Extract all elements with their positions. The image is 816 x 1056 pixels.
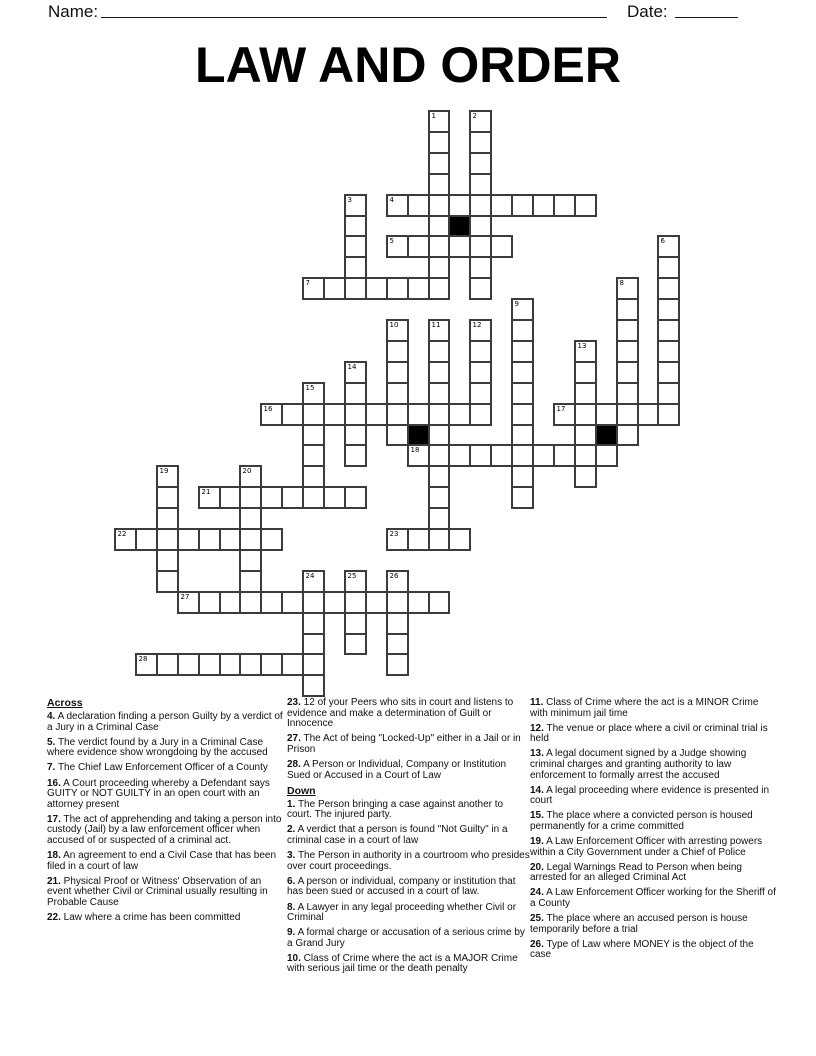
- clue-number: 24.: [530, 887, 544, 899]
- grid-cell[interactable]: [553, 194, 576, 217]
- grid-cell[interactable]: [469, 194, 492, 217]
- clue-number: 13.: [530, 748, 544, 760]
- grid-cell[interactable]: [616, 319, 639, 342]
- grid-cell[interactable]: [574, 340, 597, 363]
- grid-cell[interactable]: [407, 444, 430, 467]
- grid-cell[interactable]: [511, 486, 534, 509]
- grid-cell[interactable]: [657, 298, 680, 321]
- clue-number: 10.: [287, 952, 301, 964]
- grid-cell[interactable]: [490, 444, 513, 467]
- grid-cell[interactable]: [511, 465, 534, 488]
- grid-cell[interactable]: [344, 612, 367, 635]
- grid-cell[interactable]: [616, 424, 639, 446]
- grid-cell[interactable]: [616, 298, 639, 321]
- grid-cell[interactable]: [407, 403, 430, 426]
- grid-cell[interactable]: [532, 444, 555, 467]
- grid-cell[interactable]: [428, 403, 450, 426]
- grid-cell[interactable]: [323, 277, 346, 300]
- clue-1: 1. The Person bringing a case against another to court. The injured party.: [287, 798, 504, 821]
- grid-cell[interactable]: [344, 235, 367, 258]
- cell-number: 12: [472, 321, 482, 329]
- clue-number: 26.: [530, 938, 544, 950]
- grid-cell[interactable]: [553, 403, 576, 426]
- cell-number: 27: [180, 593, 190, 601]
- grid-cell[interactable]: [448, 194, 471, 217]
- cell-number: 24: [305, 572, 315, 580]
- grid-cell[interactable]: [239, 549, 262, 572]
- clue-number: 7.: [47, 762, 56, 774]
- grid-cell[interactable]: [386, 235, 409, 258]
- grid-cell[interactable]: [428, 507, 450, 530]
- grid-cell[interactable]: [657, 382, 680, 405]
- grid-cell[interactable]: [657, 256, 680, 279]
- grid-cell[interactable]: [302, 674, 325, 697]
- cell-number: 22: [117, 530, 127, 538]
- grid-cell[interactable]: [239, 465, 262, 488]
- clue-number: 14.: [530, 784, 544, 796]
- clue-5: 5. The verdict found by a Jury in a Criminal Case where evidence show wrongdoing by the accused: [47, 736, 268, 759]
- grid-cell[interactable]: [323, 403, 346, 426]
- grid-cell[interactable]: [469, 277, 492, 300]
- cell-number: 17: [556, 405, 566, 413]
- grid-cell[interactable]: [511, 382, 534, 405]
- grid-cell[interactable]: [323, 486, 346, 509]
- grid-cell[interactable]: [365, 403, 388, 426]
- grid-cell[interactable]: [198, 653, 221, 676]
- grid-cell[interactable]: [156, 465, 179, 488]
- grid-cell[interactable]: [156, 486, 179, 509]
- clue-13: 13. A legal document signed by a Judge showing criminal charges and granting authority to law enforcement to formally arrest the accused: [530, 748, 747, 781]
- grid-cell[interactable]: [344, 633, 367, 655]
- grid-cell[interactable]: [386, 424, 409, 446]
- grid-cell[interactable]: [386, 382, 409, 405]
- blocked-cell: [595, 424, 618, 446]
- clue-number: 20.: [530, 861, 544, 873]
- clue-number: 4.: [47, 711, 56, 723]
- clue-21: 21. Physical Proof or Witness' Observation of an event whether Civil or Criminal usually resulting in Probable Cause: [47, 875, 268, 908]
- grid-cell[interactable]: [302, 591, 325, 614]
- grid-cell[interactable]: [657, 361, 680, 384]
- grid-cell[interactable]: [428, 465, 450, 488]
- grid-cell[interactable]: [574, 465, 597, 488]
- blocked-cell: [448, 215, 471, 237]
- grid-cell[interactable]: [177, 528, 200, 551]
- grid-cell[interactable]: [490, 194, 513, 217]
- grid-cell[interactable]: [428, 235, 450, 258]
- clue-18: 18. An agreement to end a Civil Case that has been filed in a court of law: [47, 850, 277, 872]
- grid-cell[interactable]: [428, 340, 450, 363]
- clue-27: 27. The Act of being "Locked-Up" either in a Jail or in Prison: [287, 733, 521, 755]
- grid-cell[interactable]: [428, 110, 450, 133]
- grid-cell[interactable]: [386, 361, 409, 384]
- cell-number: 20: [242, 467, 252, 475]
- grid-cell[interactable]: [469, 235, 492, 258]
- grid-cell[interactable]: [344, 194, 367, 217]
- clue-number: 3.: [287, 850, 296, 862]
- grid-cell[interactable]: [156, 528, 179, 551]
- grid-cell[interactable]: [302, 653, 325, 676]
- cell-number: 19: [159, 467, 169, 475]
- cell-number: 7: [305, 279, 310, 287]
- clue-24: 24. A Law Enforcement Officer working for the Sheriff of a County: [530, 887, 776, 909]
- grid-cell[interactable]: [323, 591, 346, 614]
- grid-cell[interactable]: [428, 194, 450, 217]
- clue-14: 14. A legal proceeding where evidence is presented in court: [530, 784, 770, 807]
- cell-number: 14: [347, 363, 357, 371]
- grid-cell[interactable]: [365, 591, 388, 614]
- grid-cell[interactable]: [574, 444, 597, 467]
- cell-number: 6: [660, 237, 665, 245]
- grid-cell[interactable]: [135, 653, 158, 676]
- grid-cell[interactable]: [448, 444, 471, 467]
- clue-9: 9. A formal charge or accusation of a serious crime by a Grand Jury: [287, 927, 525, 949]
- grid-cell[interactable]: [177, 653, 200, 676]
- clue-6: 6. A person or individual, company or institution that has been sued or accused in a court of law.: [287, 875, 516, 898]
- grid-cell[interactable]: [344, 361, 367, 384]
- grid-cell[interactable]: [428, 424, 450, 446]
- grid-cell[interactable]: [511, 298, 534, 321]
- grid-cell[interactable]: [511, 194, 534, 217]
- grid-cell[interactable]: [219, 591, 241, 614]
- grid-cell[interactable]: [177, 591, 200, 614]
- grid-cell[interactable]: [156, 507, 179, 530]
- clue-10: 10. Class of Crime where the act is a MAJOR Crime with serious jail time or the death penalty: [287, 952, 518, 975]
- grid-cell[interactable]: [302, 277, 325, 300]
- grid-cell[interactable]: [344, 424, 367, 446]
- clue-column-left: [47, 698, 287, 928]
- grid-cell[interactable]: [302, 570, 325, 593]
- grid-cell[interactable]: [198, 486, 221, 509]
- grid-cell[interactable]: [344, 215, 367, 237]
- grid-cell[interactable]: [595, 403, 618, 426]
- cell-number: 18: [410, 446, 420, 454]
- grid-cell[interactable]: [469, 382, 492, 405]
- grid-cell[interactable]: [616, 277, 639, 300]
- grid-cell[interactable]: [407, 528, 430, 551]
- grid-cell[interactable]: [386, 194, 409, 217]
- cell-number: 25: [347, 572, 357, 580]
- clue-number: 1.: [287, 798, 296, 810]
- grid-cell[interactable]: [657, 277, 680, 300]
- grid-cell[interactable]: [260, 528, 283, 551]
- grid-cell[interactable]: [469, 256, 492, 279]
- grid-cell[interactable]: [135, 528, 158, 551]
- grid-cell[interactable]: [428, 444, 450, 467]
- clue-20: 20. Legal Warnings Read to Person when being arrested for an alleged Criminal Act: [530, 861, 742, 884]
- grid-cell[interactable]: [448, 528, 471, 551]
- grid-cell[interactable]: [574, 424, 597, 446]
- grid-cell[interactable]: [365, 277, 388, 300]
- grid-cell[interactable]: [616, 403, 639, 426]
- grid-cell[interactable]: [490, 235, 513, 258]
- grid-cell[interactable]: [407, 235, 430, 258]
- clue-number: 2.: [287, 824, 296, 836]
- blocked-cell: [407, 424, 430, 446]
- cell-number: 10: [389, 321, 399, 329]
- grid-cell[interactable]: [574, 194, 597, 217]
- cell-number: 16: [263, 405, 273, 413]
- grid-cell[interactable]: [428, 215, 450, 237]
- grid-cell[interactable]: [657, 340, 680, 363]
- grid-cell[interactable]: [344, 444, 367, 467]
- clue-15: 15. The place where a convicted person is housed permanently for a crime committed: [530, 810, 753, 832]
- grid-cell[interactable]: [511, 361, 534, 384]
- grid-cell[interactable]: [574, 403, 597, 426]
- grid-cell[interactable]: [511, 340, 534, 363]
- grid-cell[interactable]: [574, 382, 597, 405]
- grid-cell[interactable]: [302, 403, 325, 426]
- grid-cell[interactable]: [469, 319, 492, 342]
- grid-cell[interactable]: [469, 173, 492, 196]
- clue-number: 8.: [287, 901, 296, 913]
- grid-cell[interactable]: [219, 653, 241, 676]
- cell-number: 15: [305, 384, 315, 392]
- grid-cell[interactable]: [302, 612, 325, 635]
- clue-number: 11.: [530, 697, 544, 708]
- grid-cell[interactable]: [260, 591, 283, 614]
- grid-cell[interactable]: [302, 465, 325, 488]
- grid-cell[interactable]: [448, 235, 471, 258]
- clue-number: 16.: [47, 777, 61, 789]
- clue-number: 25.: [530, 913, 544, 925]
- grid-cell[interactable]: [511, 319, 534, 342]
- clue-26: 26. Type of Law where MONEY is the object of the case: [530, 938, 754, 961]
- grid-cell[interactable]: [511, 424, 534, 446]
- grid-cell[interactable]: [281, 403, 304, 426]
- grid-cell[interactable]: [428, 486, 450, 509]
- grid-cell[interactable]: [428, 361, 450, 384]
- grid-cell[interactable]: [386, 570, 409, 593]
- grid-cell[interactable]: [595, 444, 618, 467]
- grid-cell[interactable]: [574, 361, 597, 384]
- grid-cell[interactable]: [428, 382, 450, 405]
- name-label: Name:: [48, 2, 99, 21]
- grid-cell[interactable]: [156, 549, 179, 572]
- grid-cell[interactable]: [428, 319, 450, 342]
- grid-cell[interactable]: [239, 570, 262, 593]
- grid-cell[interactable]: [511, 444, 534, 467]
- grid-cell[interactable]: [344, 591, 367, 614]
- cell-number: 3: [347, 196, 352, 204]
- grid-cell[interactable]: [344, 486, 367, 509]
- clue-number: 27.: [287, 733, 301, 745]
- clue-12: 12. The venue or place where a civil or criminal trial is held: [530, 722, 768, 745]
- grid-cell[interactable]: [114, 528, 137, 551]
- grid-cell[interactable]: [428, 256, 450, 279]
- clue-number: 28.: [287, 758, 301, 770]
- grid-cell[interactable]: [469, 110, 492, 133]
- cell-number: 4: [389, 196, 394, 204]
- cell-number: 26: [389, 572, 399, 580]
- grid-cell[interactable]: [616, 382, 639, 405]
- grid-cell[interactable]: [469, 361, 492, 384]
- clue-number: 9.: [287, 927, 296, 939]
- grid-cell[interactable]: [469, 152, 492, 175]
- grid-cell[interactable]: [386, 653, 409, 676]
- grid-cell[interactable]: [532, 194, 555, 217]
- grid-cell[interactable]: [469, 215, 492, 237]
- clue-8: 8. A Lawyer in any legal proceeding whether Civil or Criminal: [287, 901, 517, 924]
- grid-cell[interactable]: [260, 486, 283, 509]
- grid-cell[interactable]: [657, 235, 680, 258]
- clue-column-middle: [287, 698, 530, 980]
- clue-section-header-down: Down: [287, 784, 316, 797]
- grid-cell[interactable]: [239, 591, 262, 614]
- grid-cell[interactable]: [469, 444, 492, 467]
- cell-number: 21: [201, 488, 211, 496]
- grid-cell[interactable]: [386, 612, 409, 635]
- grid-cell[interactable]: [302, 382, 325, 405]
- grid-cell[interactable]: [219, 528, 241, 551]
- clue-number: 23.: [287, 697, 301, 708]
- cell-number: 5: [389, 237, 394, 245]
- date-label: Date:: [627, 2, 668, 21]
- grid-cell[interactable]: [386, 319, 409, 342]
- clue-4: 4. A declaration finding a person Guilty by a verdict of a Jury in a Criminal Case: [47, 711, 283, 733]
- cell-number: 11: [431, 321, 441, 329]
- grid-cell[interactable]: [344, 277, 367, 300]
- grid-cell[interactable]: [428, 528, 450, 551]
- grid-cell[interactable]: [239, 507, 262, 530]
- clue-16: 16. A Court proceeding whereby a Defendant says GUITY or NOT GUILTY in an open court with an attorney present: [47, 777, 270, 810]
- grid-cell[interactable]: [511, 403, 534, 426]
- grid-cell[interactable]: [469, 403, 492, 426]
- grid-cell[interactable]: [407, 591, 430, 614]
- grid-cell[interactable]: [616, 361, 639, 384]
- grid-cell[interactable]: [302, 633, 325, 655]
- grid-cell[interactable]: [281, 653, 304, 676]
- grid-cell[interactable]: [407, 277, 430, 300]
- cell-number: 1: [431, 112, 436, 120]
- grid-cell[interactable]: [407, 194, 430, 217]
- grid-cell[interactable]: [260, 653, 283, 676]
- grid-cell[interactable]: [344, 382, 367, 405]
- cell-number: 23: [389, 530, 399, 538]
- clue-25: 25. The place where an accused person is house temporarily before a trial: [530, 913, 748, 935]
- clue-28: 28. A Person or Individual, Company or Institution Sued or Accused in a Court of Law: [287, 758, 507, 781]
- grid-cell[interactable]: [386, 277, 409, 300]
- grid-cell[interactable]: [239, 486, 262, 509]
- clue-23: 23. 12 of your Peers who sits in court and listens to evidence and make a determination of Guilt or Innocence: [287, 697, 514, 730]
- grid-cell[interactable]: [344, 256, 367, 279]
- clue-number: 17.: [47, 813, 61, 825]
- clue-19: 19. A Law Enforcement Officer with arresting powers within a City Government under a Chief of Police: [530, 836, 763, 858]
- clue-number: 6.: [287, 875, 296, 887]
- cell-number: 28: [138, 655, 148, 663]
- clue-number: 18.: [47, 850, 61, 862]
- clue-number: 12.: [530, 722, 544, 734]
- grid-cell[interactable]: [344, 403, 367, 426]
- grid-cell[interactable]: [428, 591, 450, 614]
- grid-cell[interactable]: [428, 131, 450, 154]
- grid-cell[interactable]: [386, 633, 409, 655]
- clue-2: 2. A verdict that a person is found "Not Guilty" in a criminal case in a court of law: [287, 824, 508, 847]
- grid-cell[interactable]: [302, 424, 325, 446]
- grid-cell[interactable]: [386, 340, 409, 363]
- clue-17: 17. The act of apprehending and taking a person into custody (Jail) by a law enforcement officer when accused of or suspected of a criminal act.: [47, 813, 282, 847]
- grid-cell[interactable]: [428, 173, 450, 196]
- grid-cell[interactable]: [219, 486, 241, 509]
- clue-column-right: [530, 698, 776, 965]
- grid-cell[interactable]: [344, 570, 367, 593]
- grid-cell[interactable]: [469, 131, 492, 154]
- grid-cell[interactable]: [198, 528, 221, 551]
- grid-cell[interactable]: [448, 403, 471, 426]
- clue-number: 19.: [530, 836, 544, 848]
- cell-number: 13: [577, 342, 587, 350]
- grid-cell[interactable]: [616, 340, 639, 363]
- grid-cell[interactable]: [302, 444, 325, 467]
- grid-cell[interactable]: [302, 486, 325, 509]
- clue-number: 5.: [47, 736, 56, 748]
- grid-cell[interactable]: [428, 152, 450, 175]
- clue-7: 7. The Chief Law Enforcement Officer of a County: [47, 762, 268, 774]
- grid-cell[interactable]: [428, 277, 450, 300]
- cell-number: 2: [472, 112, 477, 120]
- grid-cell[interactable]: [386, 591, 409, 614]
- grid-cell[interactable]: [657, 403, 680, 426]
- grid-cell[interactable]: [198, 591, 221, 614]
- grid-cell[interactable]: [260, 403, 283, 426]
- grid-cell[interactable]: [637, 403, 659, 426]
- page-title: LAW AND ORDER: [195, 37, 621, 93]
- grid-cell[interactable]: [239, 653, 262, 676]
- grid-cell[interactable]: [657, 319, 680, 342]
- clue-3: 3. The Person in authority in a courtroom who presides over court proceedings.: [287, 850, 530, 872]
- grid-cell[interactable]: [386, 403, 409, 426]
- grid-cell[interactable]: [239, 528, 262, 551]
- clue-number: 15.: [530, 810, 544, 822]
- grid-cell[interactable]: [553, 444, 576, 467]
- grid-cell[interactable]: [156, 570, 179, 593]
- grid-cell[interactable]: [386, 528, 409, 551]
- clue-22: 22. Law where a crime has been committed: [47, 912, 241, 924]
- grid-cell[interactable]: [281, 591, 304, 614]
- grid-cell[interactable]: [281, 486, 304, 509]
- clue-11: 11. Class of Crime where the act is a MINOR Crime with minimum jail time: [530, 697, 759, 719]
- clue-number: 22.: [47, 912, 61, 924]
- clue-section-header-across: Across: [47, 697, 83, 709]
- cell-number: 8: [619, 279, 624, 287]
- cell-number: 9: [514, 300, 519, 308]
- clue-number: 21.: [47, 875, 61, 887]
- grid-cell[interactable]: [156, 653, 179, 676]
- grid-cell[interactable]: [469, 340, 492, 363]
